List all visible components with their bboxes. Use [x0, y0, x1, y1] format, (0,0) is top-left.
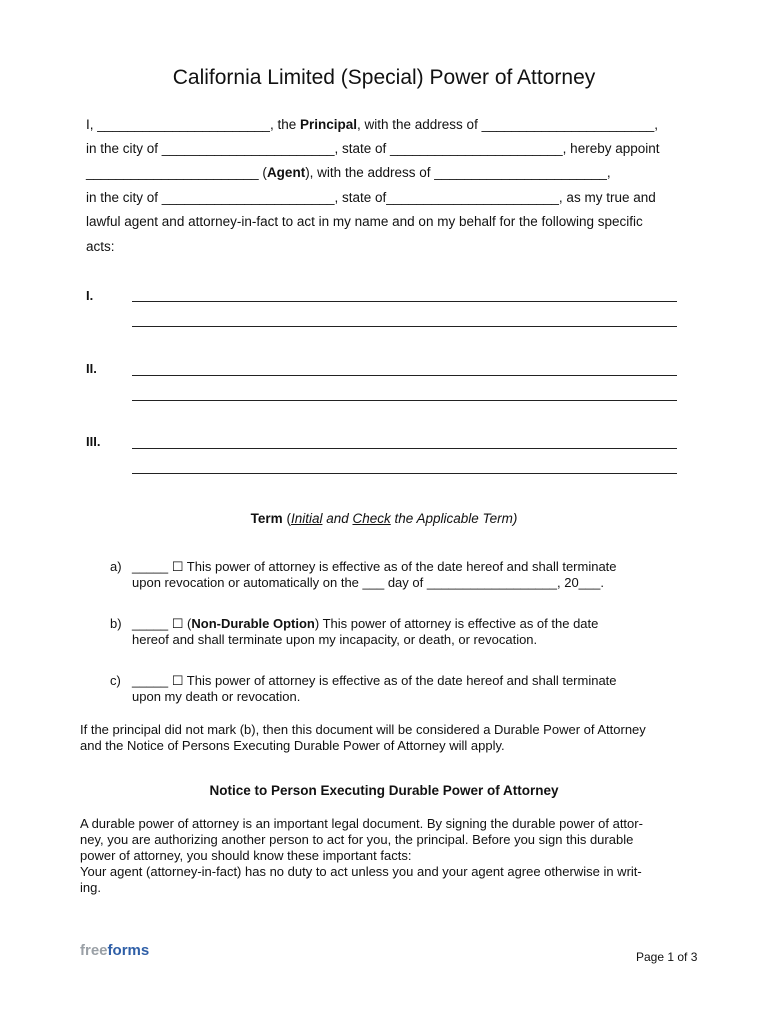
act-numeral-2: II.: [86, 361, 97, 376]
intro-line-2: in the city of _______________________, state of _______________________, hereby appoint: [86, 141, 660, 156]
act-3-line-2: [132, 473, 677, 474]
option-b-line-1[interactable]: _____ ☐ (Non-Durable Option) This power of attorney is effective as of the date: [132, 616, 599, 631]
non-durable-option-term: Non-Durable Option: [191, 616, 315, 631]
act-1-line-1: [132, 301, 677, 302]
act-2-line-2: [132, 400, 677, 401]
principal-term: Principal: [299, 117, 357, 132]
option-a-label: a): [110, 559, 122, 574]
option-b-line-2: hereof and shall terminate upon my incapacity, or death, or revocation.: [132, 632, 538, 647]
intro-line-5: lawful agent and attorney-in-fact to act in my name and on my behalf for the following specific: [86, 214, 643, 229]
notice-body: A durable power of attorney is an important legal document. By signing the durable power of attor- ney, you are authorizing another person to act for you, the principal. Before you sign this durable power of attorney, you should know these important facts: Your agent (attorney-in-fact) has no duty to act unless you and your agent agree otherwise in writ- ing.: [80, 816, 643, 895]
freeforms-logo[interactable]: freeforms: [80, 942, 150, 959]
durable-note: If the principal did not mark (b), then this document will be considered a Durable Power of Attorney and the Notice of Persons Executing Durable Power of Attorney will apply.: [80, 722, 646, 753]
term-heading: Term (Initial and Check the Applicable Term): [250, 511, 518, 526]
option-c-line-2: upon my death or revocation.: [132, 689, 301, 704]
option-c-label: c): [110, 673, 121, 688]
intro-line-3: _______________________ (Agent), with the address of _______________________,: [86, 165, 611, 180]
act-numeral-3: III.: [86, 434, 101, 449]
notice-title: Notice to Person Executing Durable Power of Attorney: [209, 783, 559, 798]
option-a-line-2: upon revocation or automatically on the ___ day of __________________, 20___.: [132, 575, 604, 590]
act-1-line-2: [132, 326, 677, 327]
option-c-line-1[interactable]: _____ ☐ This power of attorney is effective as of the date hereof and shall terminate: [132, 673, 617, 688]
option-b-label: b): [110, 616, 122, 631]
act-2-line-1: [132, 375, 677, 376]
intro-line-4: in the city of _______________________, state of_______________________, as my true and: [86, 190, 656, 205]
agent-term: Agent: [266, 165, 306, 180]
page-number: Page 1 of 3: [636, 950, 698, 964]
option-a-line-1[interactable]: _____ ☐ This power of attorney is effective as of the date hereof and shall terminate: [132, 559, 617, 574]
act-numeral-1: I.: [86, 288, 94, 303]
act-3-line-1: [132, 448, 677, 449]
intro-line-6: acts:: [86, 239, 115, 254]
page-title: California Limited (Special) Power of Attorney: [172, 66, 596, 89]
intro-line-1: I, _______________________, the Principal, with the address of _______________________,: [86, 117, 659, 132]
